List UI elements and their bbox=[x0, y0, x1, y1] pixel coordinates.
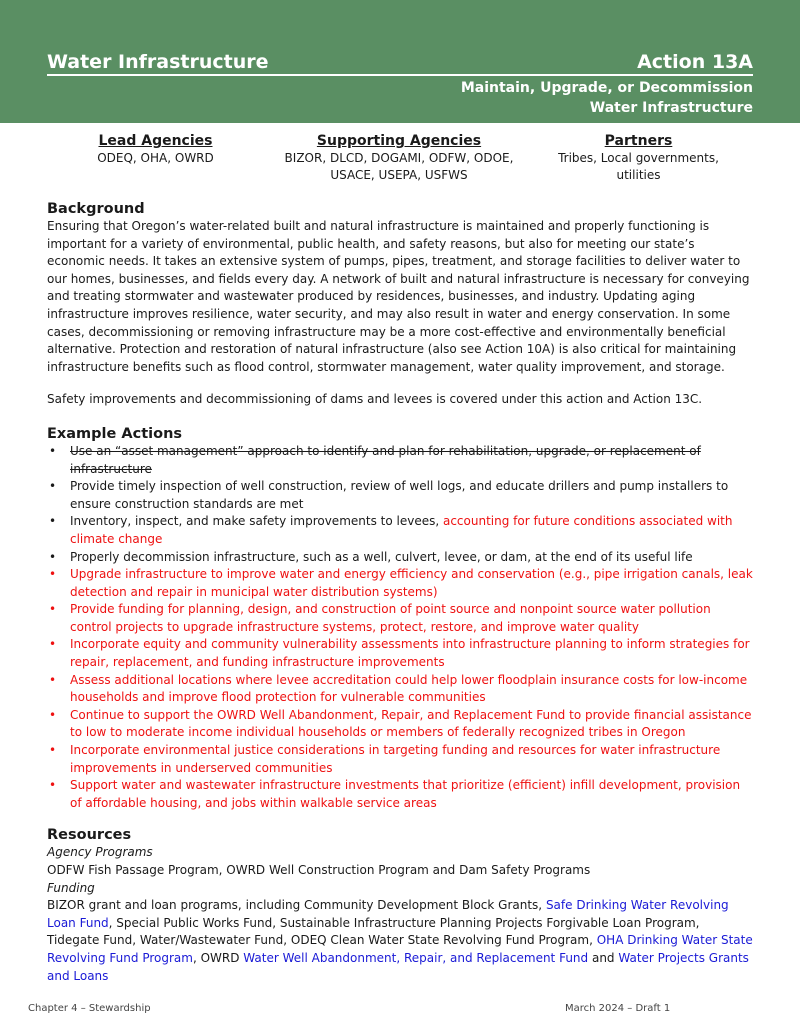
supporting-agencies-line-2: USACE, USEPA, USFWS bbox=[330, 168, 468, 182]
partners-line-2: utilities bbox=[616, 168, 661, 182]
footer-date: March 2024 – Draft 1 bbox=[565, 1003, 671, 1014]
funding-text-part: BIZOR grant and loan programs, including Community Development Block Grants, bbox=[47, 898, 546, 913]
funding-text bbox=[47, 897, 755, 985]
list-item: • Provide funding for planning, design, and construction of point source and nonpoint source water pollution control projects to upgrade infrastructure systems, protect, restore, and improve water quality bbox=[70, 601, 755, 636]
background-heading: Background bbox=[47, 201, 145, 217]
action-subtitle bbox=[461, 78, 753, 118]
agency-programs-text: ODFW Fish Passage Program, OWRD Well Construction Program and Dam Safety Programs bbox=[47, 863, 591, 877]
subtitle-line-2: Water Infrastructure bbox=[589, 100, 753, 116]
agency-programs-label: Agency Programs bbox=[47, 845, 153, 860]
list-item bbox=[70, 513, 755, 548]
list-item-added-text: accounting for future conditions associated with climate change bbox=[70, 514, 733, 546]
partners-line-1: Tribes, Local governments, bbox=[558, 151, 719, 165]
funding-text-part: and bbox=[588, 950, 619, 965]
funding-text-part: , OWRD bbox=[192, 950, 244, 965]
supporting-agencies bbox=[260, 132, 538, 184]
lead-agencies bbox=[57, 132, 254, 167]
partners-heading: Partners bbox=[604, 133, 673, 149]
water-well-fund-link[interactable]: Water Well Abandonment, Repair, and Replacement Fund bbox=[243, 950, 589, 965]
list-item: • Use an “asset management” approach to identify and plan for rehabilitation, upgrade, or replacement of infrastructure bbox=[70, 443, 755, 478]
resources-heading: Resources bbox=[47, 827, 132, 844]
funding-text-part: , Special Public Works Fund, Sustainable Infrastructure Planning Projects Forgivable Loan Program, Tidegate Fund, Water/Wastewater Fund, ODEQ Clean Water State Revolving Fund Program, bbox=[47, 915, 700, 948]
example-actions-list bbox=[47, 443, 755, 812]
main-content bbox=[47, 200, 755, 985]
footer-chapter: Chapter 4 – Stewardship bbox=[28, 1003, 151, 1014]
lead-agencies-heading: Lead Agencies bbox=[98, 133, 213, 149]
subtitle-line-1: Maintain, Upgrade, or Decommission bbox=[460, 80, 753, 96]
partners bbox=[542, 132, 735, 184]
list-item: • Support water and wastewater infrastructure investments that prioritize (efficient) infill development, provision of affordable housing, and jobs within walkable service areas bbox=[70, 777, 755, 812]
list-item: • Properly decommission infrastructure, such as a well, culvert, levee, or dam, at the end of its useful life bbox=[70, 549, 755, 567]
example-actions-heading: Example Actions bbox=[47, 425, 183, 442]
water-projects-link[interactable]: Water Projects Grants and Loans bbox=[47, 950, 749, 983]
funding-label: Funding bbox=[47, 880, 95, 895]
list-item: • Incorporate environmental justice considerations in targeting funding and resources for water infrastructure improvements in underserved communities bbox=[70, 742, 755, 777]
action-number: Action 13A bbox=[637, 51, 753, 73]
supporting-agencies-heading: Supporting Agencies bbox=[316, 133, 482, 149]
list-item: • Upgrade infrastructure to improve water and energy efficiency and conservation (e.g., pipe irrigation canals, leak detection and repair in municipal water distribution systems) bbox=[70, 566, 755, 601]
list-item: • Continue to support the OWRD Well Abandonment, Repair, and Replacement Fund to provide financial assistance to low to moderate income individual households or members of federally recognized tribes in Oregon bbox=[70, 707, 755, 742]
list-item: • Incorporate equity and community vulnerability assessments into infrastructure planning to inform strategies for repair, replacement, and funding infrastructure improvements bbox=[70, 636, 755, 671]
lead-agencies-list: ODEQ, OHA, OWRD bbox=[97, 151, 214, 165]
background-paragraph-2: Safety improvements and decommissioning of dams and levees is covered under this action and Action 13C. bbox=[47, 392, 703, 407]
oha-drinking-water-link[interactable]: OHA Drinking Water State Revolving Fund Program bbox=[47, 933, 753, 965]
page-header bbox=[0, 0, 800, 123]
list-item-text: Inventory, inspect, and make safety improvements to levees, bbox=[70, 514, 443, 529]
list-item: • Assess additional locations where levee accreditation could help lower floodplain insurance costs for low-income households and improve flood protection for vulnerable communities bbox=[70, 672, 755, 707]
safe-drinking-water-link[interactable]: Safe Drinking Water Revolving Loan Fund bbox=[47, 898, 729, 930]
section-title: Water Infrastructure bbox=[47, 51, 753, 76]
list-item: • Provide timely inspection of well construction, review of well logs, and educate drillers and pump installers to ensure construction standards are met bbox=[70, 478, 755, 513]
background-paragraph-1: Ensuring that Oregon’s water-related built and natural infrastructure is maintained and properly functioning is important for a variety of environmental, public health, and safety reasons, but also for meeting our state’s economic needs. It takes an extensive system of pumps, pipes, treatment, and storage facilities to deliver water to our homes, businesses, and fields every day. A network of built and natural infrastructure is necessary for conveying and treating stormwater and wastewater produced by residences, businesses, and industry. Updating aging infrastructure improves resilience, water security, and may also result in water and energy conservation. In some cases, decommissioning or removing infrastructure may be a more cost-effective and environmentally beneficial alternative. Protection and restoration of natural infrastructure (also see Action 10A) is also critical for maintaining infrastructure benefits such as flood control, stormwater management, water quality improvement, and storage. bbox=[47, 219, 750, 374]
agencies-block bbox=[47, 132, 753, 187]
supporting-agencies-line-1: BIZOR, DLCD, DOGAMI, ODFW, ODOE, bbox=[284, 151, 514, 165]
